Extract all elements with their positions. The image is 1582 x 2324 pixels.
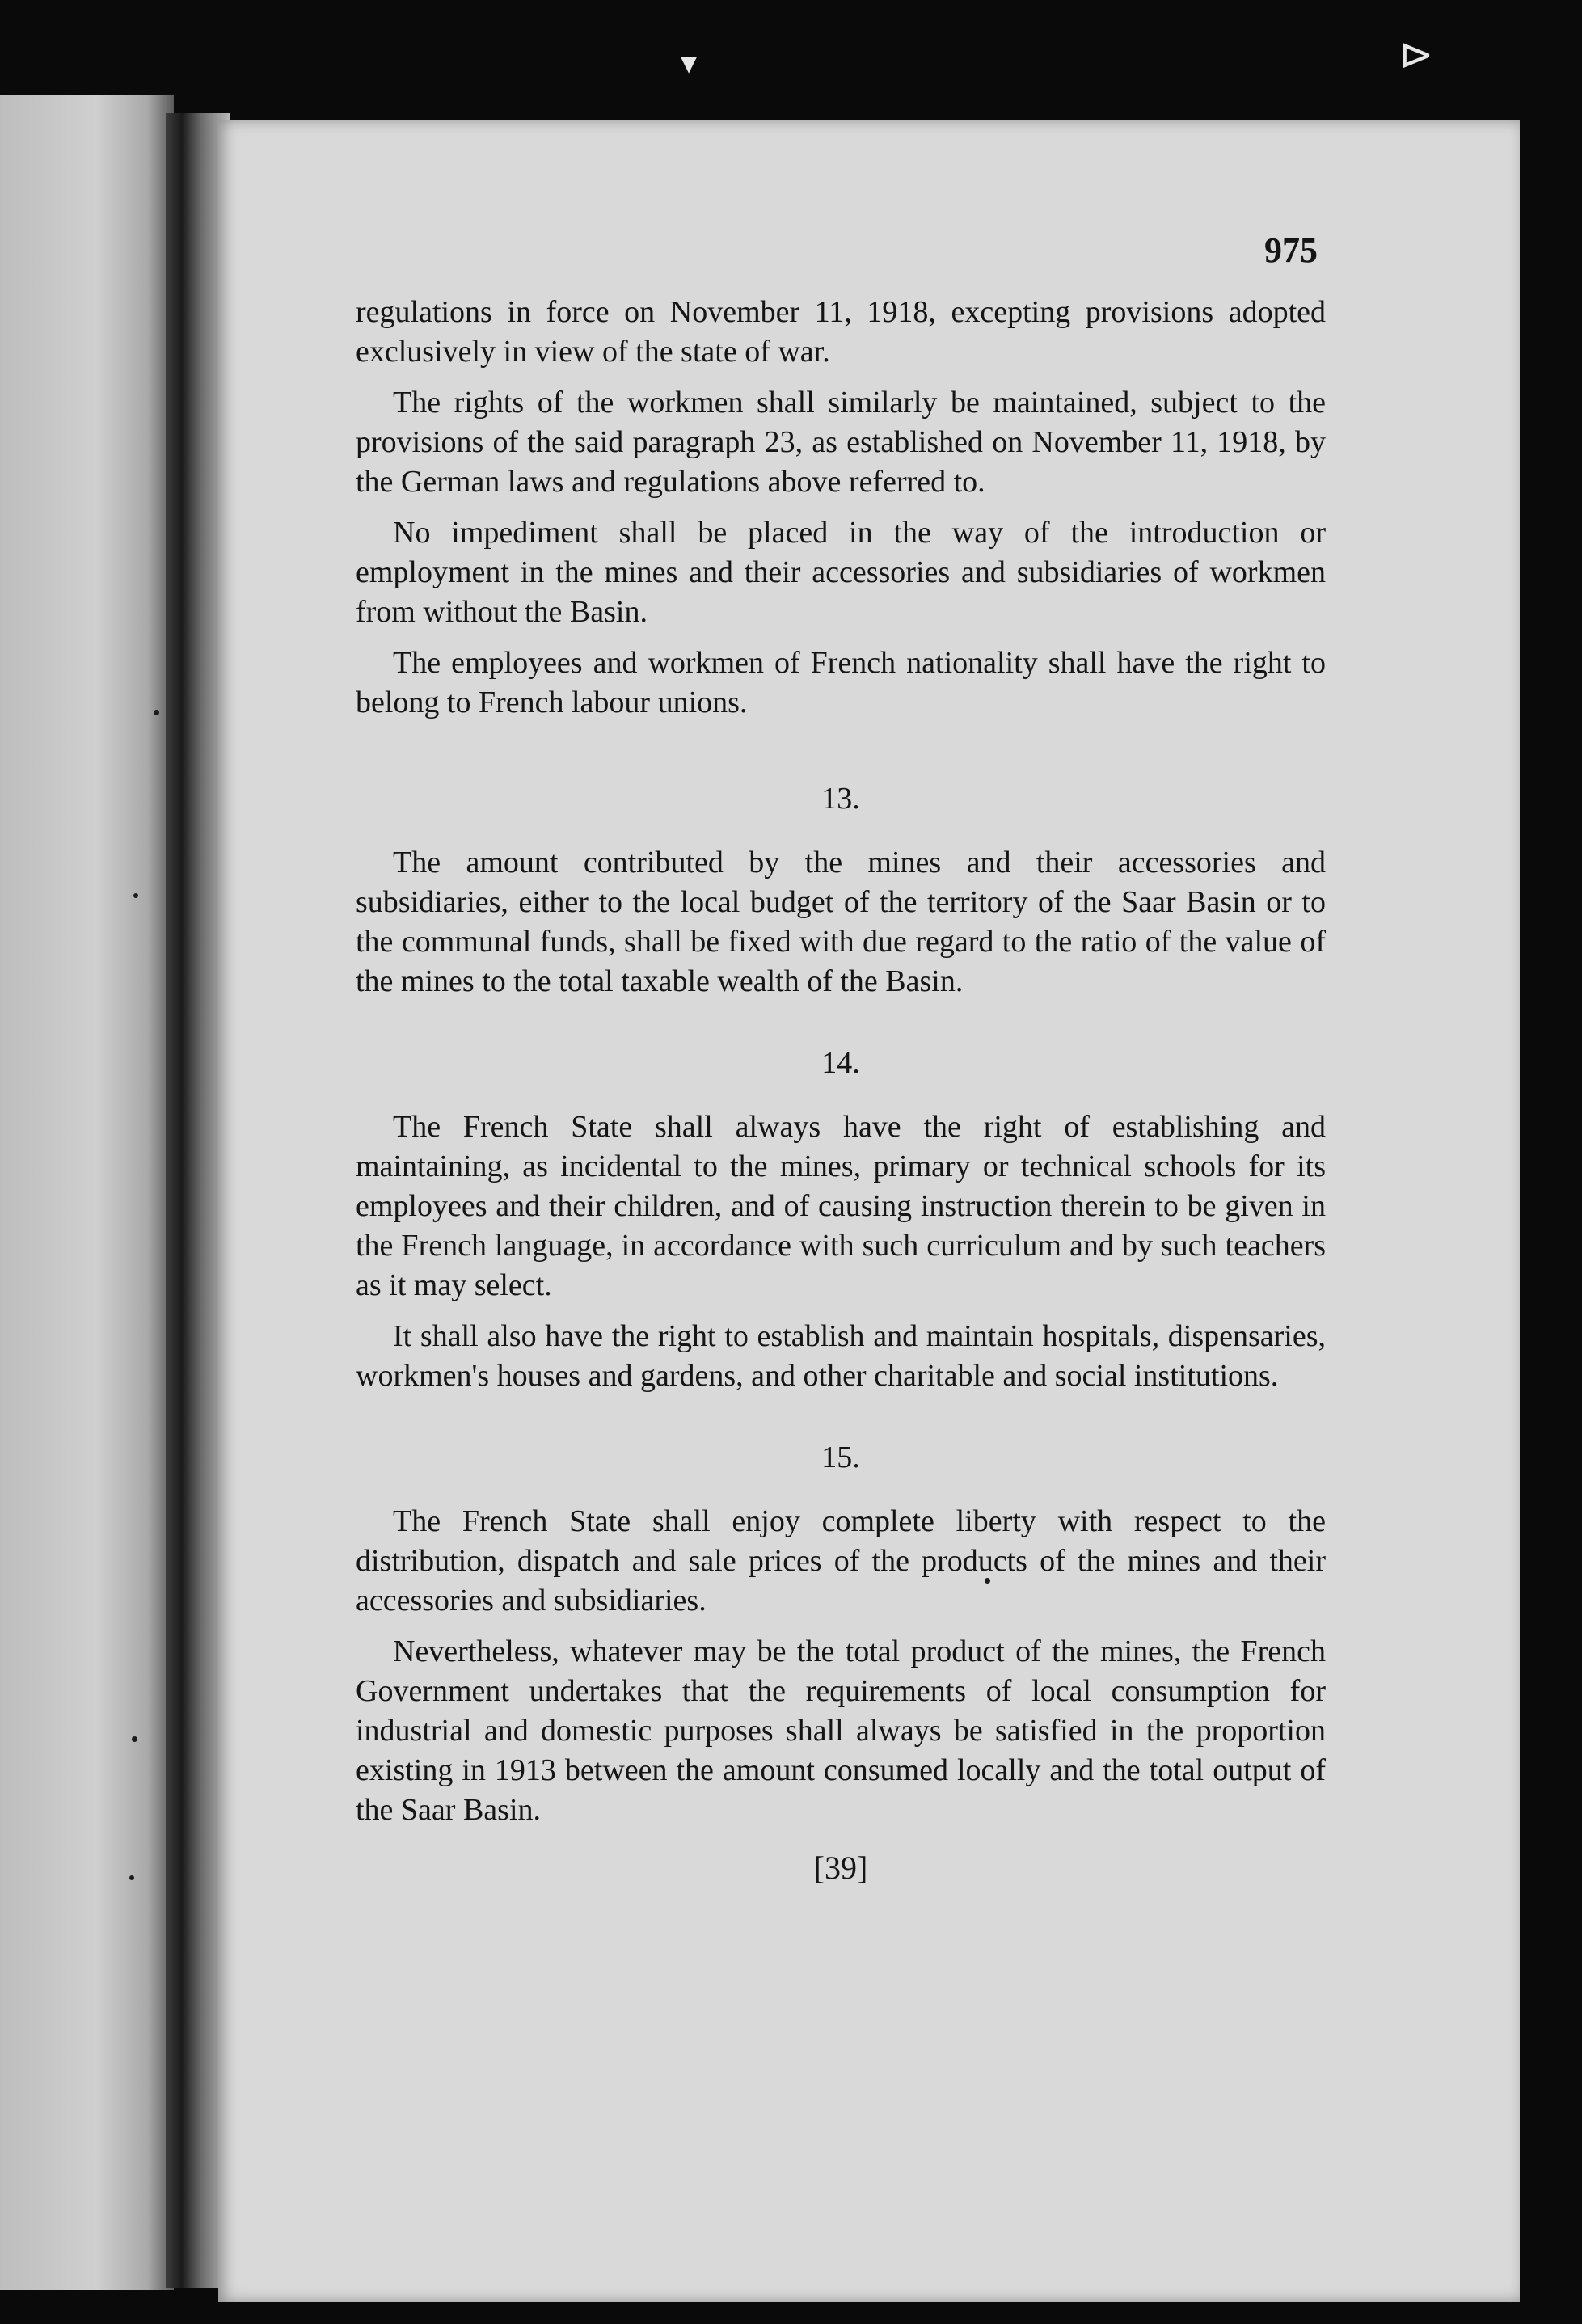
dust-speck <box>133 893 138 898</box>
page-number: [39] <box>813 1849 868 1886</box>
section-number-14: 14. <box>821 1046 860 1080</box>
folio-number: 975 <box>1264 230 1318 270</box>
scan-artifact-mark: ▾ <box>681 44 698 82</box>
dust-speck <box>129 1875 134 1880</box>
document-text-column <box>356 230 1326 1887</box>
paragraph: It shall also have the right to establish and maintain hospitals, dispensaries, workmen's houses and gardens, and other charitable and social institutions. <box>356 1319 1326 1393</box>
section-number-13: 13. <box>821 782 860 816</box>
paragraph: The rights of the workmen shall similarly be maintained, subject to the provisions of the said paragraph 23, as established on November 11, 1918, by the German laws and regulations above referred to. <box>356 386 1326 499</box>
paragraph: No impediment shall be placed in the way of the introduction or employment in the mines and their accessories and subsidiaries of workmen from without the Basin. <box>356 516 1326 629</box>
paragraph: The French State shall always have the right of establishing and maintaining, as incidental to the mines, primary or technical schools for its employees and their children, and of causing instruction therein to be given in the French language, in accordance with such curriculum and by such teachers as it may select. <box>356 1110 1326 1302</box>
section-number-15: 15. <box>821 1440 860 1474</box>
scan-artifact-corner: ⊳ <box>1398 31 1434 79</box>
facing-page-edge <box>0 95 174 2290</box>
paragraph: The amount contributed by the mines and their accessories and subsidiaries, either to the local budget of the territory of the Saar Basin or to the communal funds, shall be fixed with due regard to the ratio of the value of the mines to the total taxable wealth of the Basin. <box>356 846 1326 998</box>
paragraph: The employees and workmen of French nationality shall have the right to belong to French labour unions. <box>356 646 1326 719</box>
paragraph: regulations in force on November 11, 1918, excepting provisions adopted exclusively in view of the state of war. <box>356 295 1326 369</box>
dust-speck <box>132 1736 137 1742</box>
dust-speck <box>154 710 159 715</box>
paragraph: The French State shall enjoy complete liberty with respect to the distribution, dispatch and sale prices of the products of the mines and their accessories and subsidiaries. <box>356 1504 1326 1618</box>
paragraph: Nevertheless, whatever may be the total product of the mines, the French Government undertakes that the requirements of local consumption for industrial and domestic purposes shall always be satisfied in the proportion existing in 1913 between the amount consumed locally and the total output of the Saar Basin. <box>356 1634 1326 1827</box>
